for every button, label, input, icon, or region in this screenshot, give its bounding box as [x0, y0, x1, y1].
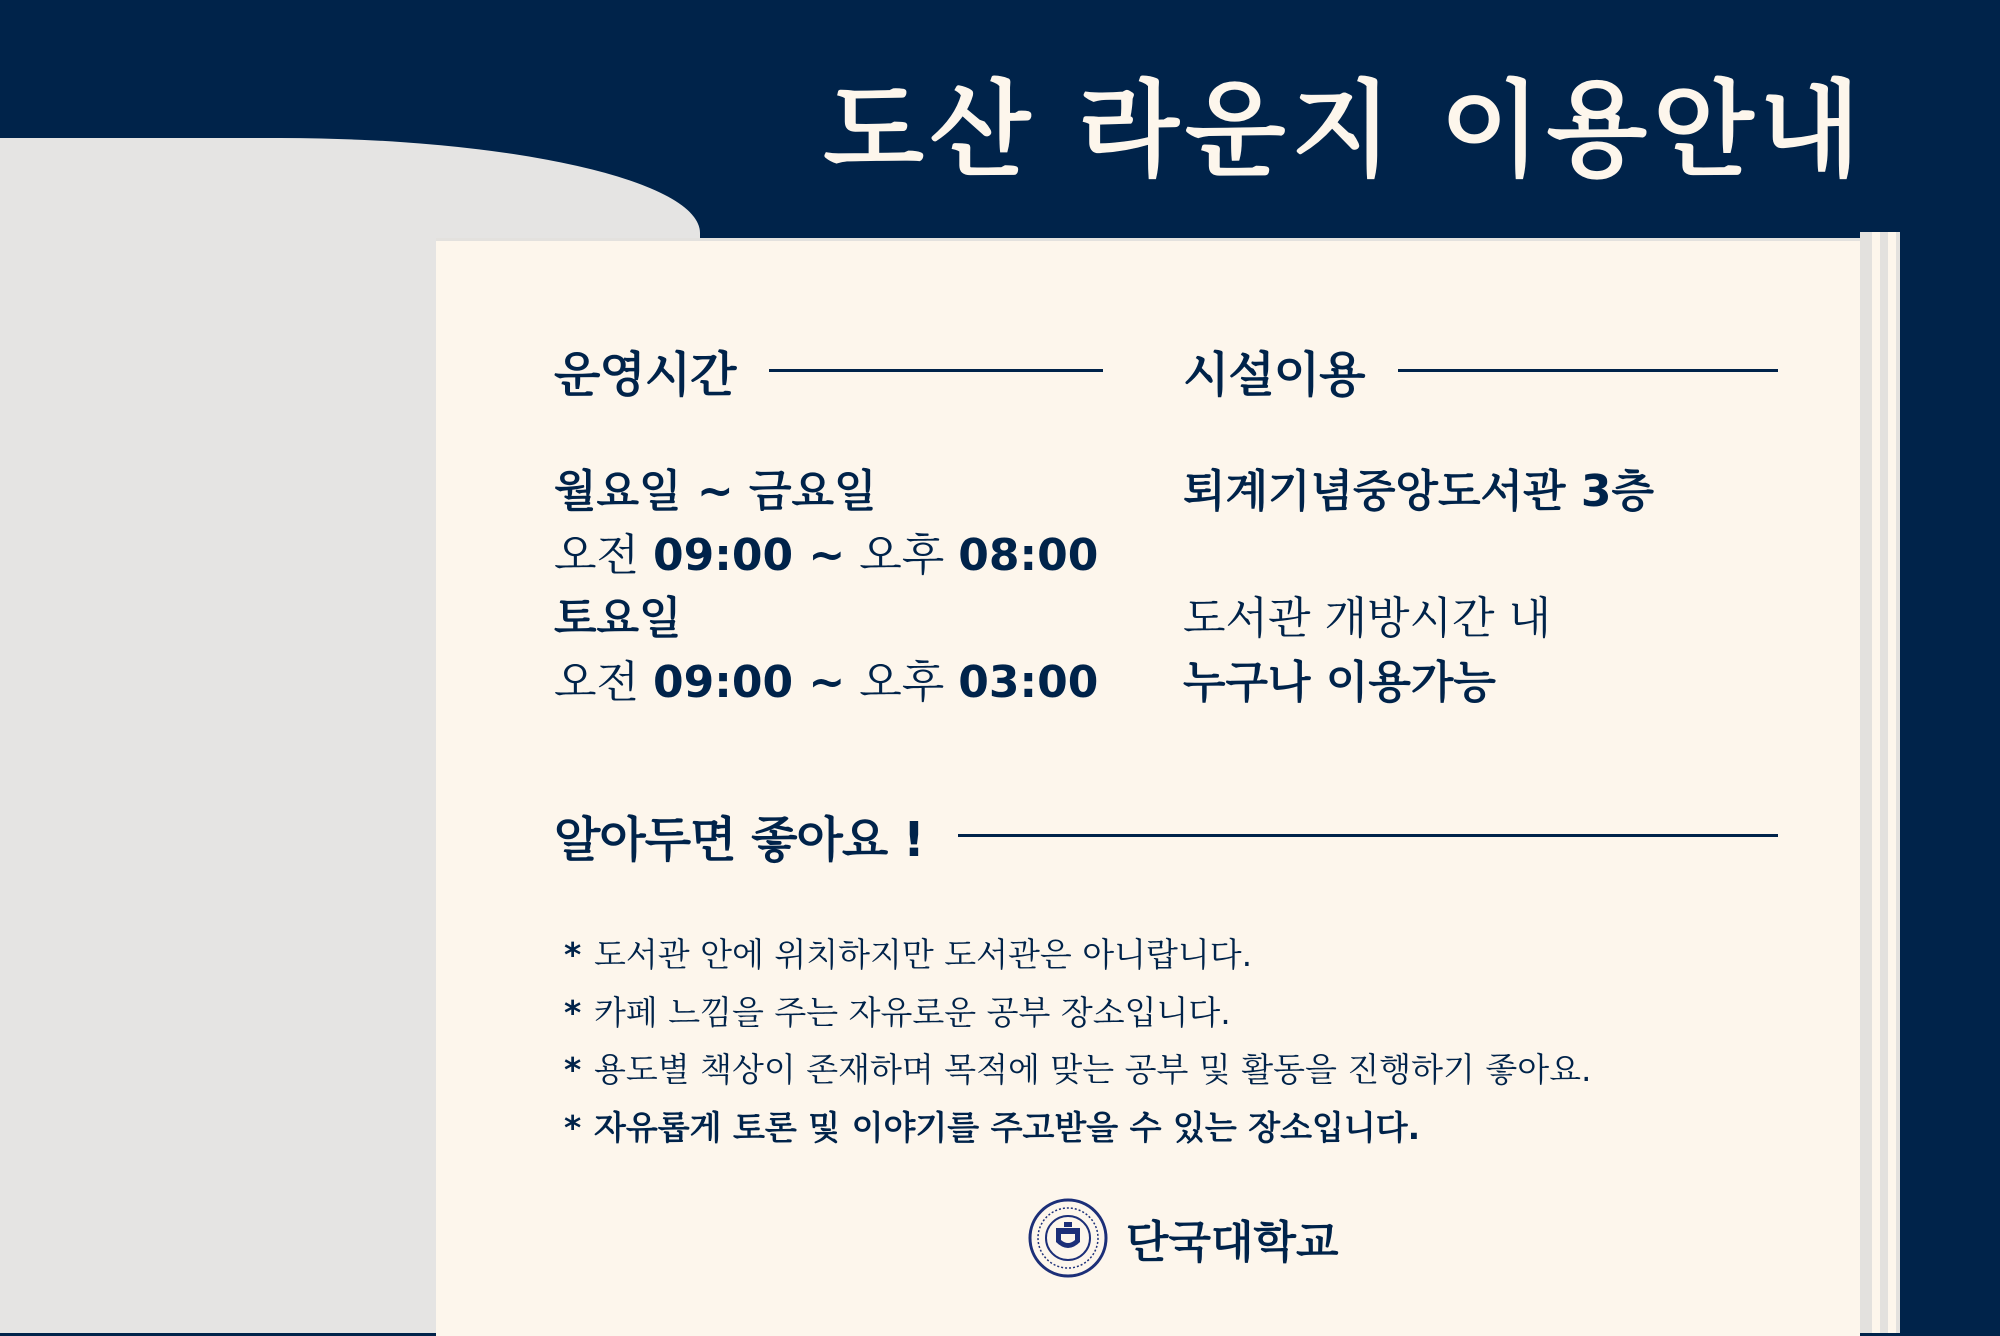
page-title: 도산 라운지 이용안내 [823, 69, 1866, 191]
facility-access-line2: 누구나 이용가능 [1183, 657, 1496, 708]
university-name: 단국대학교 [1126, 1217, 1339, 1268]
facility-section-header [1183, 336, 1778, 405]
list-item: * 도서관 안에 위치하지만 도서관은 아니랍니다. [564, 935, 1253, 974]
list-item: * 자유롭게 토론 및 이야기를 주고받을 수 있는 장소입니다. [564, 1107, 1421, 1147]
book-page-edge [1888, 232, 1896, 1333]
facility-location: 퇴계기념중앙도서관 3층 [1183, 466, 1654, 517]
book-page-edge [1872, 232, 1880, 1333]
list-item: * 카페 느낌을 주는 자유로운 공부 장소입니다. [564, 992, 1231, 1032]
facility-heading: 시설이용 [1183, 347, 1365, 403]
tips-section-header [554, 801, 1778, 870]
hours-divider [769, 369, 1103, 372]
saturday-hours: 오전 09:00 ~ 오후 03:00 [554, 657, 1099, 708]
facility-divider [1398, 369, 1778, 372]
hours-heading: 운영시간 [554, 347, 736, 403]
university-seal-icon [1028, 1198, 1108, 1278]
weekday-label: 월요일 ~ 금요일 [554, 466, 877, 517]
tips-list [564, 926, 1591, 1156]
university-logo [1028, 1198, 1339, 1278]
list-item: * 용도별 책상이 존재하며 목적에 맞는 공부 및 활동을 진행하기 좋아요. [564, 1050, 1592, 1089]
facility-access-line1: 도서관 개방시간 내 [1183, 593, 1552, 644]
tips-heading: 알아두면 좋아요 ! [554, 812, 924, 868]
hours-section-header [554, 336, 1103, 405]
weekday-hours: 오전 09:00 ~ 오후 08:00 [554, 530, 1099, 581]
saturday-label: 토요일 [554, 593, 682, 644]
tips-divider [958, 834, 1778, 837]
